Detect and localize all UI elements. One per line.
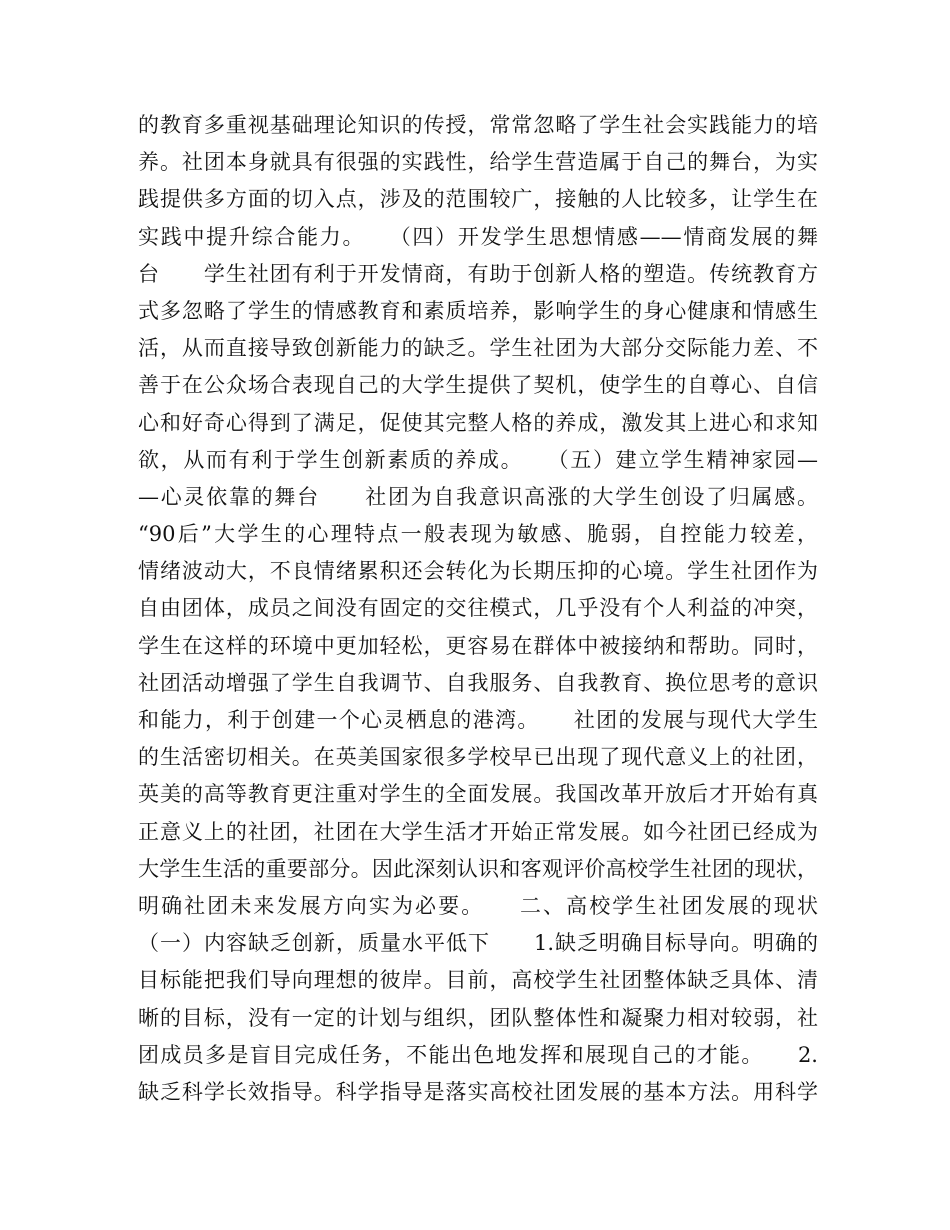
text-line: —心灵依靠的舞台 社团为自我意识高涨的大学生创设了归属感。 — [138, 484, 818, 509]
text-line: 台 学生社团有利于开发情商，有助于创新人格的塑造。传统教育方 — [138, 261, 818, 286]
text-line: （一）内容缺乏创新，质量水平低下 1.缺乏明确目标导向。明确的 — [138, 931, 818, 956]
text-line: 养。社团本身就具有很强的实践性，给学生营造属于自己的舞台，为实 — [138, 150, 818, 175]
text-line: 情绪波动大，不良情绪累积还会转化为长期压抑的心境。学生社团作为 — [138, 559, 818, 584]
text-line: 善于在公众场合表现自己的大学生提供了契机，使学生的自尊心、自信 — [138, 373, 818, 398]
text-line: 学生在这样的环境中更加轻松，更容易在群体中被接纳和帮助。同时， — [138, 633, 818, 658]
text-line: 的教育多重视基础理论知识的传授，常常忽略了学生社会实践能力的培 — [138, 113, 818, 137]
text-line: 自由团体，成员之间没有固定的交往模式，几乎没有个人利益的冲突， — [138, 596, 818, 621]
text-line: 实践中提升综合能力。 （四）开发学生思想情感——情商发展的舞 — [138, 224, 818, 249]
text-line: 和能力，利于创建一个心灵栖息的港湾。 社团的发展与现代大学生 — [138, 708, 818, 732]
text-line: 式多忽略了学生的情感教育和素质培养，影响学生的身心健康和情感生 — [138, 298, 818, 323]
text-line: 社团活动增强了学生自我调节、自我服务、自我教育、换位思考的意识 — [138, 670, 818, 695]
body-text — [138, 107, 818, 1111]
text-line: 团成员多是盲目完成任务，不能出色地发挥和展现自己的才能。 2. — [138, 1042, 818, 1067]
text-line: 心和好奇心得到了满足，促使其完整人格的养成，激发其上进心和求知 — [138, 410, 818, 435]
text-line: 欲，从而有利于学生创新素质的养成。 （五）建立学生精神家园— — [138, 447, 818, 472]
text-line: 大学生生活的重要部分。因此深刻认识和客观评价高校学生社团的现状， — [138, 856, 818, 881]
text-line: 正意义上的社团，社团在大学生活才开始正常发展。如今社团已经成为 — [138, 819, 818, 844]
text-line: 明确社团未来发展方向实为必要。 二、高校学生社团发展的现状 — [138, 893, 818, 918]
text-line: 晰的目标，没有一定的计划与组织，团队整体性和凝聚力相对较弱，社 — [138, 1005, 818, 1030]
text-line: 目标能把我们导向理想的彼岸。目前，高校学生社团整体缺乏具体、清 — [138, 968, 818, 993]
text-line: 英美的高等教育更注重对学生的全面发展。我国改革开放后才开始有真 — [138, 782, 818, 807]
text-line: “90后”大学生的心理特点一般表现为敏感、脆弱，自控能力较差， — [138, 522, 818, 547]
text-line: 践提供多方面的切入点，涉及的范围较广，接触的人比较多，让学生在 — [138, 187, 818, 212]
text-line: 缺乏科学长效指导。科学指导是落实高校社团发展的基本方法。用科学 — [138, 1079, 818, 1104]
text-line: 活，从而直接导致创新能力的缺乏。学生社团为大部分交际能力差、不 — [138, 336, 818, 361]
text-line: 的生活密切相关。在英美国家很多学校早已出现了现代意义上的社团， — [138, 745, 818, 770]
